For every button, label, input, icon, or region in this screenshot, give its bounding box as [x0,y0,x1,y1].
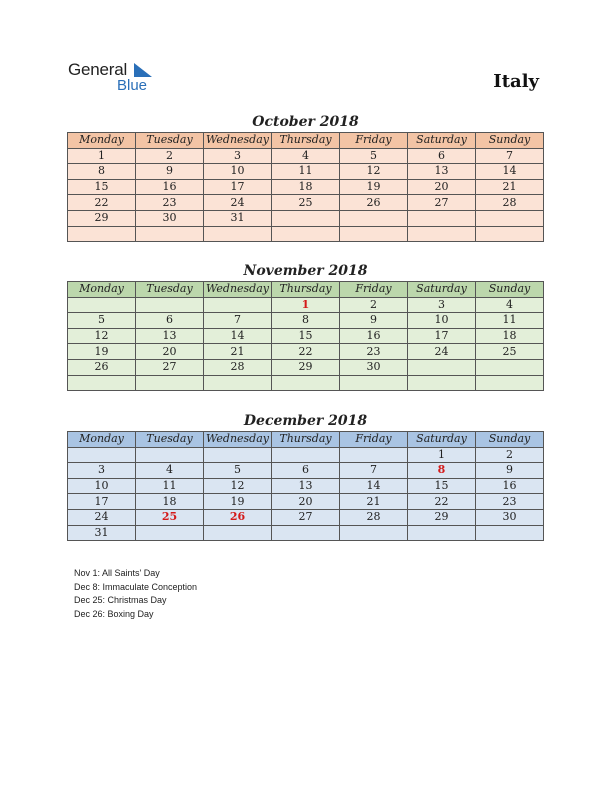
week-row [68,226,544,242]
day-cell: 28 [476,195,544,211]
day-cell: 6 [272,463,340,479]
weekday-header: Monday [68,432,136,448]
day-cell [204,226,272,242]
day-cell: 8 [68,164,136,180]
day-cell: 24 [204,195,272,211]
day-cell: 2 [340,297,408,313]
day-cell [340,375,408,391]
day-cell: 30 [136,210,204,226]
week-row [68,359,544,375]
day-cell: 27 [272,509,340,525]
day-cell: 25 [272,195,340,211]
day-cell: 15 [272,328,340,344]
day-cell: 29 [68,210,136,226]
weekday-header: Tuesday [136,432,204,448]
day-cell: 5 [204,463,272,479]
holiday-item: Dec 8: Immaculate Conception [74,581,198,592]
day-cell: 19 [340,179,408,195]
week-row [68,148,544,164]
day-cell: 10 [408,313,476,329]
day-cell: 6 [408,148,476,164]
day-cell: 28 [340,509,408,525]
day-cell: 2 [476,447,544,463]
day-cell: 12 [340,164,408,180]
holiday-item: Dec 26: Boxing Day [74,608,154,619]
day-cell [408,375,476,391]
holiday-day-cell: 1 [272,297,340,313]
day-cell: 11 [136,478,204,494]
day-cell: 10 [68,478,136,494]
day-cell: 5 [340,148,408,164]
week-row [68,297,544,313]
week-row [68,463,544,479]
weekday-header-row [68,282,544,298]
day-cell: 22 [272,344,340,360]
holiday-day-cell: 25 [136,509,204,525]
day-cell [68,297,136,313]
day-cell [340,210,408,226]
week-row [68,494,544,510]
day-cell [340,447,408,463]
weekday-header: Wednesday [204,133,272,149]
day-cell: 23 [476,494,544,510]
general-blue-logo [68,60,168,96]
day-cell: 22 [408,494,476,510]
weekday-header: Sunday [476,133,544,149]
weekday-header: Thursday [272,133,340,149]
day-cell: 9 [340,313,408,329]
day-cell: 16 [476,478,544,494]
weekday-header: Sunday [476,432,544,448]
day-cell [408,210,476,226]
day-cell: 25 [476,344,544,360]
day-cell: 18 [476,328,544,344]
calendar-grid [67,281,544,391]
day-cell: 13 [136,328,204,344]
day-cell: 9 [476,463,544,479]
week-row [68,478,544,494]
week-row [68,447,544,463]
day-cell [476,359,544,375]
calendar-grid [67,132,544,242]
weekday-header: Monday [68,282,136,298]
day-cell [68,226,136,242]
day-cell: 22 [68,195,136,211]
month-november [67,261,544,391]
day-cell: 11 [272,164,340,180]
weekday-header: Friday [340,432,408,448]
day-cell [204,447,272,463]
day-cell: 29 [272,359,340,375]
day-cell [68,375,136,391]
day-cell [204,375,272,391]
day-cell: 17 [204,179,272,195]
day-cell: 7 [476,148,544,164]
day-cell: 17 [408,328,476,344]
day-cell [272,447,340,463]
weekday-header: Friday [340,282,408,298]
day-cell [340,226,408,242]
day-cell: 4 [136,463,204,479]
day-cell [68,447,136,463]
day-cell: 1 [408,447,476,463]
day-cell [476,375,544,391]
holiday-item: Nov 1: All Saints' Day [74,568,160,578]
day-cell: 4 [272,148,340,164]
day-cell: 21 [340,494,408,510]
day-cell: 3 [408,297,476,313]
week-row [68,313,544,329]
day-cell: 19 [68,344,136,360]
day-cell [272,226,340,242]
week-row [68,509,544,525]
day-cell: 5 [68,313,136,329]
day-cell [272,210,340,226]
day-cell: 9 [136,164,204,180]
day-cell: 18 [272,179,340,195]
logo-word-blue: Blue [117,77,148,94]
day-cell: 29 [408,509,476,525]
day-cell: 31 [204,210,272,226]
week-row [68,195,544,211]
day-cell [476,210,544,226]
day-cell: 6 [136,313,204,329]
week-row [68,179,544,195]
weekday-header-row [68,133,544,149]
day-cell: 27 [408,195,476,211]
weekday-header: Wednesday [204,432,272,448]
day-cell [476,525,544,541]
weekday-header: Saturday [408,432,476,448]
day-cell: 27 [136,359,204,375]
day-cell: 20 [272,494,340,510]
day-cell [408,226,476,242]
day-cell: 15 [68,179,136,195]
day-cell [136,447,204,463]
day-cell: 15 [408,478,476,494]
day-cell: 11 [476,313,544,329]
day-cell: 26 [68,359,136,375]
day-cell: 10 [204,164,272,180]
day-cell [136,375,204,391]
day-cell: 7 [340,463,408,479]
day-cell: 13 [272,478,340,494]
weekday-header: Saturday [408,133,476,149]
country-title: Italy [493,71,539,92]
day-cell: 7 [204,313,272,329]
holiday-list [74,567,197,621]
calendar-grid [67,431,544,541]
day-cell: 18 [136,494,204,510]
month-title: October 2018 [252,114,359,130]
day-cell: 3 [204,148,272,164]
day-cell: 14 [476,164,544,180]
weekday-header: Monday [68,133,136,149]
weekday-header: Friday [340,133,408,149]
day-cell [136,226,204,242]
day-cell: 20 [408,179,476,195]
day-cell: 16 [136,179,204,195]
day-cell: 19 [204,494,272,510]
holiday-day-cell: 26 [204,509,272,525]
day-cell: 28 [204,359,272,375]
day-cell: 24 [68,509,136,525]
week-row [68,344,544,360]
logo-word-general: General [68,60,128,79]
day-cell: 4 [476,297,544,313]
holiday-item: Dec 25: Christmas Day [74,595,167,605]
day-cell: 21 [204,344,272,360]
day-cell [136,297,204,313]
month-title: November 2018 [243,263,368,279]
holiday-day-cell: 8 [408,463,476,479]
day-cell: 30 [476,509,544,525]
day-cell: 26 [340,195,408,211]
day-cell: 1 [68,148,136,164]
week-row [68,525,544,541]
day-cell [408,359,476,375]
week-row [68,164,544,180]
week-row [68,375,544,391]
day-cell [136,525,204,541]
day-cell: 12 [68,328,136,344]
day-cell: 21 [476,179,544,195]
weekday-header: Saturday [408,282,476,298]
day-cell: 3 [68,463,136,479]
day-cell: 23 [136,195,204,211]
weekday-header: Thursday [272,432,340,448]
day-cell: 8 [272,313,340,329]
weekday-header: Tuesday [136,282,204,298]
day-cell [204,525,272,541]
weekday-header: Wednesday [204,282,272,298]
day-cell [408,525,476,541]
day-cell: 2 [136,148,204,164]
day-cell [340,525,408,541]
day-cell [204,297,272,313]
day-cell: 14 [340,478,408,494]
day-cell: 14 [204,328,272,344]
month-december [67,411,544,541]
weekday-header: Thursday [272,282,340,298]
month-title: December 2018 [243,413,368,429]
day-cell [476,226,544,242]
day-cell: 31 [68,525,136,541]
logo-triangle-icon [134,63,154,77]
weekday-header-row [68,432,544,448]
weekday-header: Sunday [476,282,544,298]
day-cell: 16 [340,328,408,344]
day-cell: 13 [408,164,476,180]
month-october [67,112,544,242]
day-cell [272,525,340,541]
week-row [68,210,544,226]
day-cell: 17 [68,494,136,510]
weekday-header: Tuesday [136,133,204,149]
week-row [68,328,544,344]
day-cell: 24 [408,344,476,360]
day-cell [272,375,340,391]
day-cell: 30 [340,359,408,375]
day-cell: 23 [340,344,408,360]
day-cell: 20 [136,344,204,360]
day-cell: 12 [204,478,272,494]
